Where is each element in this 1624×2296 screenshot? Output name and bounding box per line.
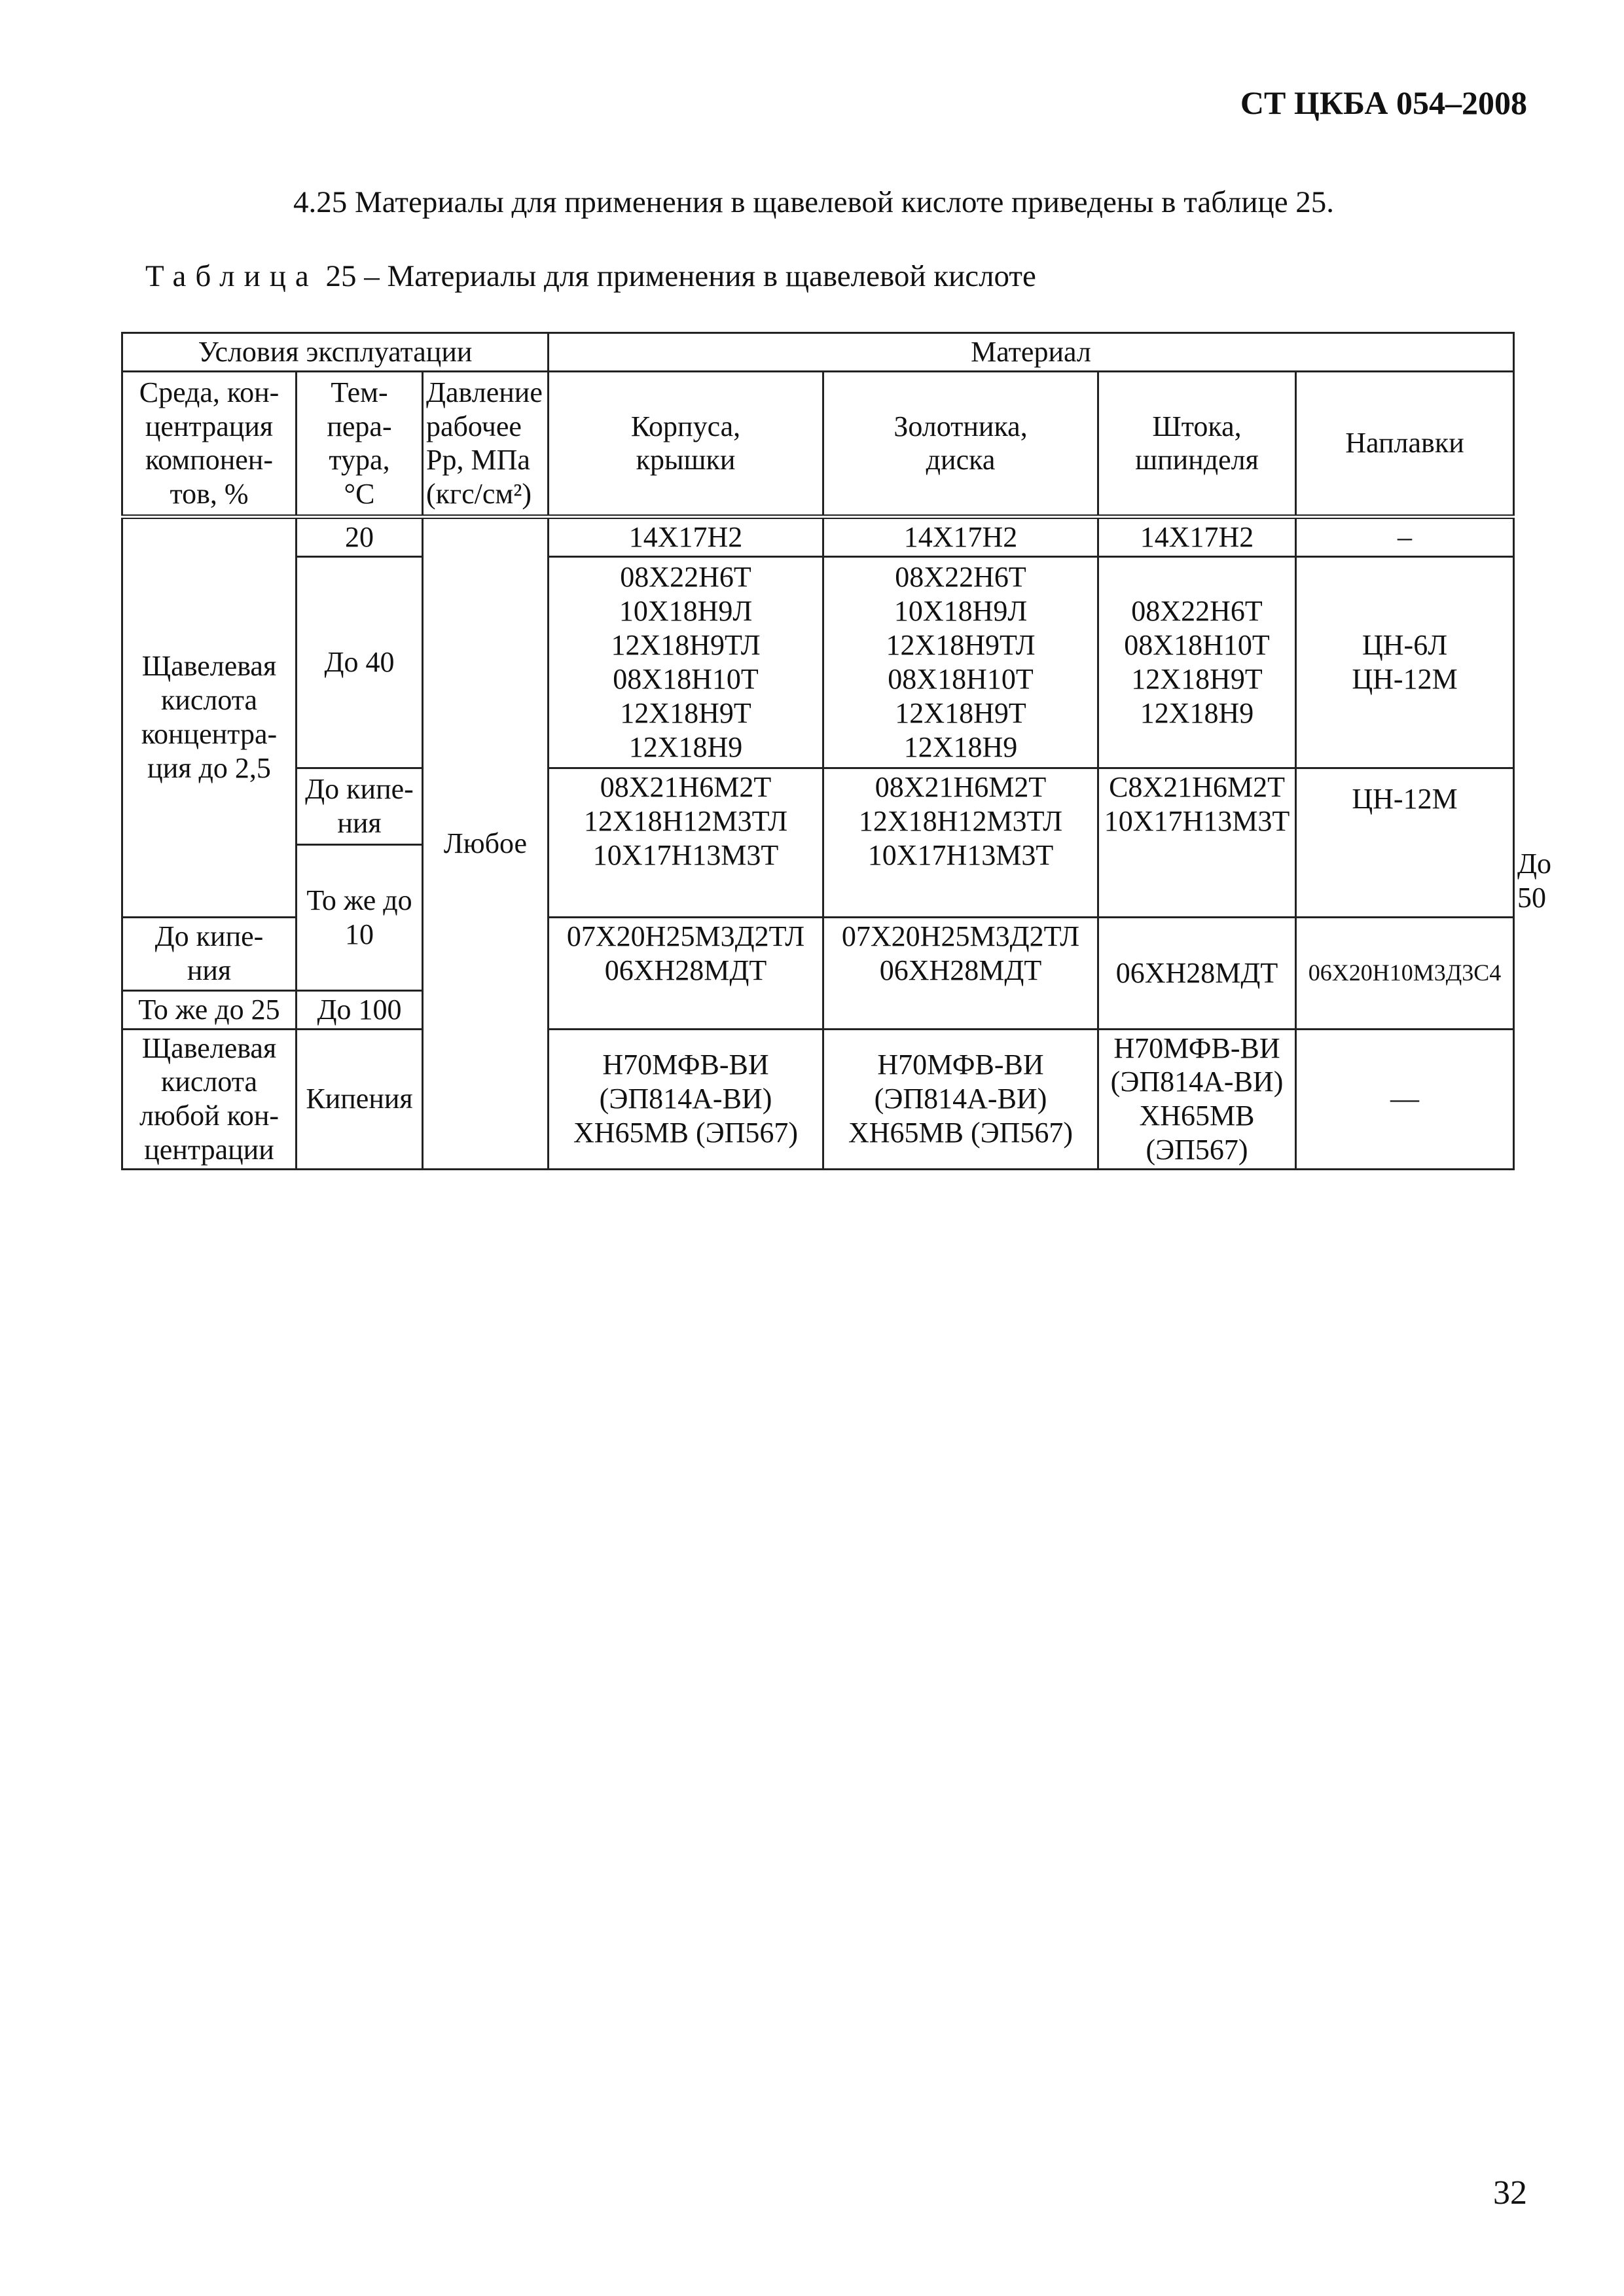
- table-cell: Н70МФВ-ВИ (ЭП814А-ВИ) ХН65МВ (ЭП567): [823, 1029, 1098, 1170]
- materials-table: Условия эксплуатации Материал Среда, кон- центрация компонен- тов, % Тем- пера- тура, °С Давление рабочее Рр, МПа (кгс/см²) Корпуса, крышки Золотника, диска Штока, шпинделя Наплавки Щавелевая кислота концентра- ция до 2,5 20 Любое 14Х17Н2 14Х17Н2 14Х17Н2 – До 40 08Х22Н6Т 10Х18Н9Л 12Х18Н9ТЛ 08Х18Н10Т 12Х18Н9Т 12Х18Н9 08Х22Н6Т 10Х18Н9Л 12Х18Н9ТЛ 08Х18Н10Т 12Х18Н9Т 12Х18Н9 08Х22Н6Т 08Х18Н10Т 12Х18Н9Т 12Х18Н9 ЦН-6Л ЦН-12М До кипе- ния 08Х21Н6М2Т 12Х18Н12М3ТЛ 10Х17Н13М3Т 08Х21Н6М2Т 12Х18Н12М3ТЛ 10Х17Н13М3Т С8Х21Н6М2Т 10Х17Н13М3Т ЦН-12М То же до 10 До 50 До кипе- ния 07Х20Н25М3Д2ТЛ 06ХН28МДТ 07Х20Н25М3Д2ТЛ 06ХН28МДТ 06ХН28МДТ 06Х20Н10М3Д3С4 То же до 25 До 100 Щавелевая кислота любой кон- центрации Кипения Н70МФВ-ВИ (ЭП814А-ВИ) ХН65МВ (ЭП567) Н70МФВ-ВИ (ЭП814А-ВИ) ХН65МВ (ЭП567) Н70МФВ-ВИ (ЭП814А-ВИ) ХН65МВ (ЭП567) —: [121, 332, 1515, 1170]
- header-stem: Штока, шпинделя: [1098, 371, 1296, 516]
- table-cell: 06ХН28МДТ: [1098, 917, 1296, 1029]
- medium-oxalic-any: Щавелевая кислота любой кон- центрации: [122, 1029, 297, 1170]
- header-medium: Среда, кон- центрация компонен- тов, %: [122, 371, 297, 516]
- table-cell: Н70МФВ-ВИ (ЭП814А-ВИ) ХН65МВ (ЭП567): [1098, 1029, 1296, 1170]
- header-facing: Наплавки: [1296, 371, 1514, 516]
- table-cell: 08Х21Н6М2Т 12Х18Н12М3ТЛ 10Х17Н13М3Т: [823, 768, 1098, 917]
- medium-oxalic-2-5: Щавелевая кислота концентра- ция до 2,5: [122, 516, 297, 917]
- table-cell: 14Х17Н2: [1098, 516, 1296, 556]
- table-cell: ЦН-12М: [1296, 768, 1514, 917]
- table-cell: 07Х20Н25М3Д2ТЛ 06ХН28МДТ: [549, 917, 823, 1029]
- header-temperature: Тем- пера- тура, °С: [297, 371, 423, 516]
- page-number: 32: [1493, 2174, 1527, 2212]
- medium-same-10: То же до 10: [297, 844, 423, 990]
- table-cell: С8Х21Н6М2Т 10Х17Н13М3Т: [1098, 768, 1296, 917]
- intro-paragraph: 4.25 Материалы для применения в щавелевой кислоте приведены в таблице 25.: [293, 185, 1335, 219]
- table-cell: До кипе- ния: [122, 917, 297, 990]
- table-cell: 14Х17Н2: [549, 516, 823, 556]
- table-cell: 08Х22Н6Т 10Х18Н9Л 12Х18Н9ТЛ 08Х18Н10Т 12Х18Н9Т 12Х18Н9: [823, 556, 1098, 768]
- table-cell: До 100: [297, 990, 423, 1029]
- table-cell: Н70МФВ-ВИ (ЭП814А-ВИ) ХН65МВ (ЭП567): [549, 1029, 823, 1170]
- header-body: Корпуса, крышки: [549, 371, 823, 516]
- table-caption-title: 25 – Материалы для применения в щавелевой кислоте: [317, 259, 1036, 293]
- pressure-any: Любое: [423, 516, 549, 1169]
- header-pressure: Давление рабочее Рр, МПа (кгс/см²): [423, 371, 549, 516]
- table-cell: 14Х17Н2: [823, 516, 1098, 556]
- table-cell: 08Х21Н6М2Т 12Х18Н12М3ТЛ 10Х17Н13М3Т: [549, 768, 823, 917]
- table-cell: 20: [297, 516, 423, 556]
- table-cell: ЦН-6Л ЦН-12М: [1296, 556, 1514, 768]
- table-cell: 08Х22Н6Т 08Х18Н10Т 12Х18Н9Т 12Х18Н9: [1098, 556, 1296, 768]
- document-code: СТ ЦКБА 054–2008: [1240, 84, 1527, 121]
- medium-same-25: То же до 25: [122, 990, 297, 1029]
- table-cell: —: [1296, 1029, 1514, 1170]
- table-caption: [145, 259, 1036, 294]
- table-cell: Кипения: [297, 1029, 423, 1170]
- header-disc: Золотника, диска: [823, 371, 1098, 516]
- table-caption-label: Таблица: [145, 259, 318, 293]
- table-cell: 06Х20Н10М3Д3С4: [1296, 917, 1514, 1029]
- table-cell: До кипе- ния: [297, 768, 423, 844]
- table-cell: 08Х22Н6Т 10Х18Н9Л 12Х18Н9ТЛ 08Х18Н10Т 12Х18Н9Т 12Х18Н9: [549, 556, 823, 768]
- header-operating-conditions: Условия эксплуатации: [122, 333, 549, 372]
- table-cell: До 40: [297, 556, 423, 768]
- table-cell: –: [1296, 516, 1514, 556]
- table-cell: 07Х20Н25М3Д2ТЛ 06ХН28МДТ: [823, 917, 1098, 1029]
- header-material: Материал: [549, 333, 1514, 372]
